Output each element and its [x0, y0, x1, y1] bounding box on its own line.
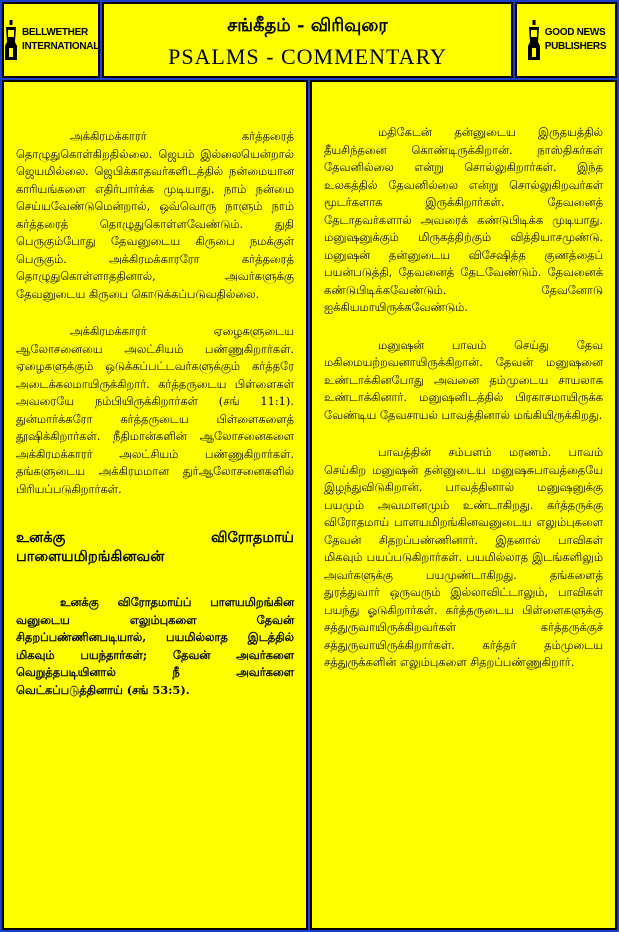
title-tamil: சங்கீதம் - விரிவுரை — [227, 15, 388, 36]
bell-tower-icon — [526, 20, 542, 60]
good-news-logo — [515, 2, 617, 78]
bellwether-logo — [2, 2, 100, 78]
logo-left-text: BELLWETHER INTERNATIONAL — [21, 27, 100, 52]
section-heading: உனக்கு விரோதமாய் பாளையமிறங்கினவன் — [16, 529, 294, 565]
scripture-verse: உனக்கு விரோதமாய்ப் பாளயமிறங்கின வனுடைய எலும்புகளை தேவன் சிதறப்பண்ணினபடியால், பயமில்லாத இடத்தில் மிகவும் பயந்தார்கள்; தேவன் அவர்களை வெறுத்தபடியினால் நீ அவர்களை வெட்கப்படுத்தினாய் (சங் 53:5). — [16, 595, 294, 697]
paragraph: மதிகேடன் தன்னுடைய இருதயத்தில் தீயசிந்தனை கொண்டிருக்கிறான். நாஸ்திகர்கள் தேவனில்லை என்று சொல்லுகிறார்கள். இந்த உலகத்தில் தேவனில்லை என்று சொல்லுகிறவர்கள் மூடர்களாக இருக்கிறார்கள். தேவனைத் தேடாதவர்களால் அவரைக் கண்டுபிடிக்க முடியாது. மனுஷனுக்கும் மிருகத்திற்கும் வித்தியாசமுண்டு. மனுஷன் தன்னுடைய விசேஷித்த குணத்தைப் பயன்படுத்தி, தேவனைத் தேடவேண்டும். தேவனைக் கண்டுபிடிக்கவேண்டும். தேவனோடு ஐக்கியமாயிருக்கவேண்டும். — [324, 125, 603, 314]
logo-right-text: GOOD NEWS PUBLISHERS — [544, 27, 607, 52]
paragraph: பாவத்தின் சம்பளம் மரணம். பாவம் செய்கிற மனுஷன் தன்னுடைய மனுஷசுபாவத்தையே இழந்துவிடுகிறான். பாவத்தினால் மனுஷனுக்கு பயமும் அவமானமும் உண்டாகிறது. கர்த்தருக்கு விரோதமாய் பாளயமிறங்கினவனுடைய எலும்புகளை தேவன் சிதறப்பண்ணினார். இதனால் பாவிகள் மிகவும் பயப்படுகிறார்கள். பயமில்லாத இடங்களிலும் அவர்களுக்கு பயமுண்டாகிறது. தங்களைத் துரத்துவார் ஒருவரும் இல்லாவிட்டாலும், பாவிகள் பயந்து ஓடுகிறார்கள். கர்த்தருடைய பிள்ளைகளுக்கு சத்துருவாயிருக்கிறவர்கள் கர்த்தருக்குச் சத்துருவாயிருக்கிறார்கள். கர்த்தர் தம்முடைய சத்துருக்களின் எலும்புகளை சிதறப்பண்ணுகிறார். — [324, 445, 603, 669]
title-english: PSALMS - COMMENTARY — [168, 44, 447, 69]
right-column — [310, 80, 617, 930]
paragraph: அக்கிரமக்காரர் ஏழைகளுடைய ஆலோசனையை அலட்சியம் பண்ணுகிறார்கள். ஏழைகளுக்கும் ஒடுக்கப்பட்டவர்களுக்கும் கர்த்தரே அடைக்கலமாயிருக்கிறார். கர்த்தருடைய பிள்ளைகள் அவரையே நம்பியிருக்கிறார்கள் (சங் 11:1). துன்மார்க்கரோ கர்த்தருடைய பிள்ளைகளைத் தூஷிக்கிறார்கள். நீதிமான்களின் ஆலோசனைகளை அக்கிரமக்காரர் அலட்சியம் பண்ணுகிறார்கள். தங்களுடைய அக்கிரமமான துர்ஆலோசனைகளில் பிரியப்படுகிறார்கள். — [16, 324, 294, 496]
page-header — [102, 2, 513, 78]
paragraph: அக்கிரமக்காரர் கர்த்தரைத் தொழுதுகொள்கிறதில்லை. ஜெபம் இல்லையென்றால் ஜெயமில்லை. ஜெபிக்காதவர்களிடத்தில் நன்மையான காரியங்களை எதிர்பார்க்க முடியாது. நாம் நன்மை செய்யவேண்டுமென்றால், ஒவ்வொரு நாளும் நாம் கர்த்தரைத் தொழுதுகொள்ளவேண்டும். துதி பெருகும்போது தேவனுடைய கிருபை நமக்குள் பெருகும். அக்கிரமக்காரரோ கர்த்தரைத் தொழுதுகொள்ளாததினால், அவர்களுக்கு தேவனுடைய கிருபை கொடுக்கப்படுவதில்லை. — [16, 129, 294, 301]
left-column — [2, 80, 308, 930]
paragraph: மனுஷன் பாவம் செய்து தேவ மகிமையற்றவனாயிருக்கிறான். தேவன் மனுஷனை உண்டாக்கினபோது அவனை தம்முடைய சாயலாக உண்டாக்கினார். மனுஷனிடத்தில் பிரகாசமாயிருக்க வேண்டிய தேவசாயல் பாவத்தினால் மங்கியிருக்கிறது. — [324, 337, 603, 422]
bell-tower-icon — [3, 20, 19, 60]
